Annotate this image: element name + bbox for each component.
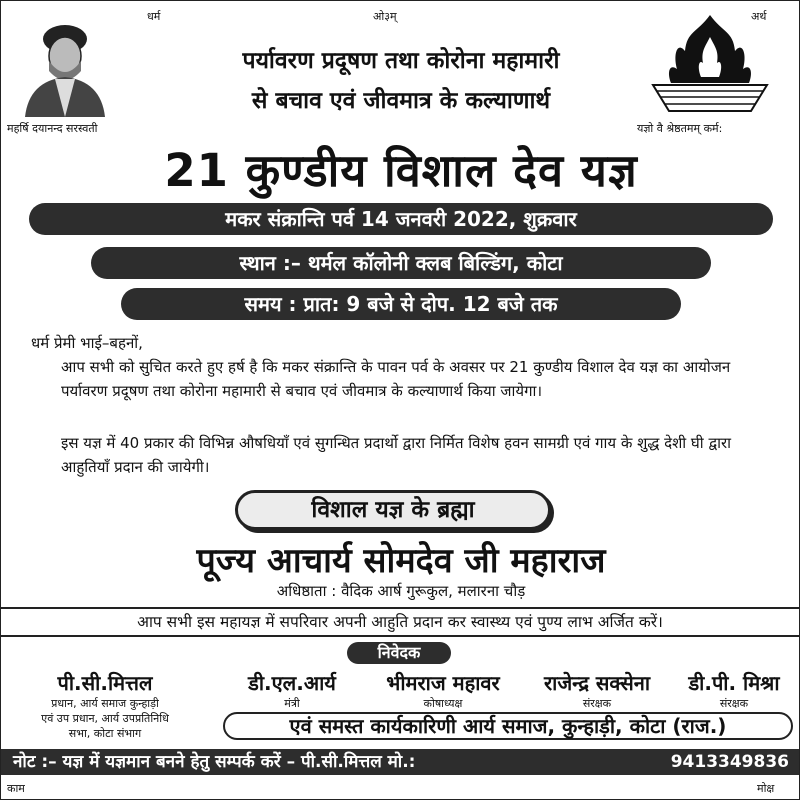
kaam-label: काम xyxy=(7,782,25,795)
member-name: डी.पी. मिश्रा xyxy=(688,671,780,695)
note-bar xyxy=(1,749,800,775)
member-role: कोषाध्यक्ष xyxy=(423,697,463,710)
member-name: भीमराज महावर xyxy=(386,671,500,695)
date-pill: मकर संक्रान्ति पर्व 14 जनवरी 2022, शुक्रवार xyxy=(29,203,773,235)
member-2 xyxy=(227,669,357,711)
member-name: राजेन्द्र सक्सेना xyxy=(543,671,651,695)
note-text: नोट :– यज्ञ में यज्ञमान बनने हेतु सम्पर्क करें – पी.सी.मित्तल मो.: xyxy=(13,752,416,772)
dharma-label: धर्म xyxy=(147,10,161,23)
portrait-caption: महर्षि दयानन्द सरस्वती xyxy=(7,122,98,135)
phone-number: 9413349836 xyxy=(670,752,789,772)
om-label: ओ३म् xyxy=(373,10,397,23)
body-paragraph-1: आप सभी को सुचित करते हुए हर्ष है कि मकर संक्रान्ति के पावन पर्व के अवसर पर 21 कुण्डीय विशाल देव यज्ञ का आयोजन पर्यावरण प्रदूषण तथा कोरोना महामारी से बचाव एवं जीवमात्र के कल्याणार्थ किया जायेगा। xyxy=(61,358,731,400)
havan-kund-icon xyxy=(647,11,773,115)
body-paragraph-2: इस यज्ञ में 40 प्रकार की विभिन्न औषधियाँ एवं सुगन्धित प्रदार्थो द्वारा निर्मित विशेष हवन सामग्री एवं गाय के शुद्ध देशी घी द्वारा आहुतियाँ प्रदान की जायेगी। xyxy=(61,434,731,476)
member-role: मंत्री xyxy=(284,697,300,710)
venue-pill: स्थान :– थर्मल कॉलोनी क्लब बिल्डिंग, कोटा xyxy=(91,247,711,279)
member-name: पी.सी.मित्तल xyxy=(57,671,153,695)
brahma-label: विशाल यज्ञ के ब्रह्मा xyxy=(235,490,551,530)
member-4 xyxy=(527,669,667,711)
acharya-name: पूज्य आचार्य सोमदेव जी महाराज xyxy=(196,541,606,581)
title-line-1: पर्यावरण प्रदूषण तथा कोरोना महामारी xyxy=(242,48,560,74)
nivedak-badge: निवेदक xyxy=(347,642,451,664)
samast-line: एवं समस्त कार्यकारिणी आर्य समाज, कुन्हाड़ी, कोटा (राज.) xyxy=(223,712,793,740)
member-name: डी.एल.आर्य xyxy=(248,671,336,695)
adhishthata-line: अधिष्ठाता : वैदिक आर्ष गुरूकुल, मलारना चौड़ xyxy=(276,582,526,600)
member-role: प्रधान, आर्य समाज कुन्हाड़ी xyxy=(51,697,159,710)
salutation: धर्म प्रेमी भाई–बहनों, xyxy=(31,334,143,352)
member-role-2: एवं उप प्रधान, आर्य उपप्रतिनिधि xyxy=(41,712,169,725)
member-role: संरक्षक xyxy=(582,697,612,710)
main-title: 21 कुण्डीय विशाल देव यज्ञ xyxy=(164,144,638,197)
member-role: संरक्षक xyxy=(719,697,749,710)
member-3 xyxy=(359,669,527,711)
portrait-image xyxy=(15,11,113,117)
appeal-line: आप सभी इस महायज्ञ में सपरिवार अपनी आहुति प्रदान कर स्वास्थ्य एवं पुण्य लाभ अर्जित करें। xyxy=(1,607,799,637)
title-line-2: से बचाव एवं जीवमात्र के कल्याणार्थ xyxy=(251,88,551,114)
member-role-3: सभा, कोटा संभाग xyxy=(68,727,142,740)
artha-label: अर्थ xyxy=(751,10,767,23)
moksha-label: मोक्ष xyxy=(757,782,775,795)
member-5 xyxy=(671,669,797,711)
member-1 xyxy=(5,669,205,741)
motto: यज्ञो वै श्रेष्ठतमम् कर्म: xyxy=(637,122,723,135)
time-pill: समय : प्रात: 9 बजे से दोप. 12 बजे तक xyxy=(121,288,681,320)
